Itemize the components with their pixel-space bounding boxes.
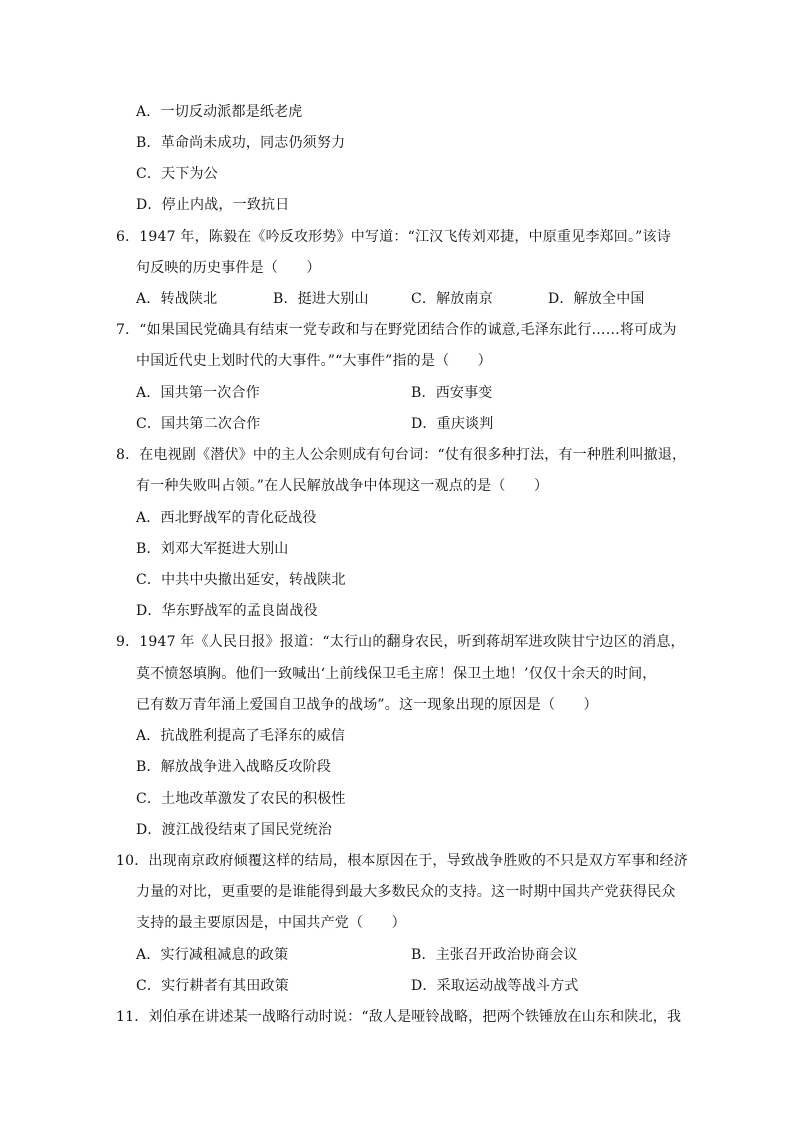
q8-option-c: C．中共中央撤出延安，转战陕北 [136,572,346,588]
q9-option-a: A．抗战胜利提高了毛泽东的威信 [136,728,346,744]
q7-stem-line2: 中国近代史上划时代的大事件。”“大事件”指的是（ ） [136,353,492,369]
q5-option-c: C．天下为公 [136,166,218,182]
q6-stem-line1: 6．1947 年，陈毅在《吟反攻形势》中写道：“江汉飞传刘邓捷，中原重见李郑回。”该诗 [116,229,671,245]
q10-option-b: B．主张召开政治协商会议 [411,947,578,963]
q7-stem-line1: 7．“如果国民党确具有结束一党专政和与在野党团结合作的诚意,毛泽东此行……将可成为 [116,322,677,338]
q7-option-c: C．国共第二次合作 [136,416,261,432]
q9-stem-line1: 9．1947 年《人民日报》报道：“太行山的翻身农民，听到蒋胡军进攻陕甘宁边区的消息， [116,634,685,650]
q8-stem-line1: 8．在电视剧《潜伏》中的主人公余则成有句台词：“仗有很多种打法，有一种胜利叫撤退， [116,447,687,463]
q9-option-d: D．渡江战役结束了国民党统治 [136,822,333,838]
q6-option-a: A．转战陕北 [136,291,218,307]
q9-option-b: B．解放战争进入战略反攻阶段 [136,759,332,775]
q6-stem-line2: 句反映的历史事件是（ ） [136,260,321,276]
q8-stem-line2: 有一种失败叫占领。”在人民解放战争中体现这一观点的是（ ） [136,478,549,494]
q7-option-a: A．国共第一次合作 [136,385,260,401]
q11-stem-line1: 11．刘伯承在讲述某一战略行动时说：“敌人是哑铃战略，把两个铁锤放在山东和陕北，我 [116,1009,682,1025]
q10-option-a: A．实行减租减息的政策 [136,947,289,963]
q8-option-a: A．西北野战军的青化砭战役 [136,510,317,526]
q10-stem-line1: 10．出现南京政府倾覆这样的结局，根本原因在于，导致战争胜败的不只是双方军事和经济 [116,853,689,869]
q8-option-b: B．刘邓大军挺进大别山 [136,541,289,557]
q9-stem-line3: 已有数万青年涌上爱国自卫战争的战场”。这一现象出现的原因是（ ） [136,697,598,713]
q9-option-c: C．土地改革激发了农民的积极性 [136,791,346,807]
q6-option-b: B．挺进大别山 [273,291,369,307]
q10-stem-line2: 力量的对比，更重要的是谁能得到最大多数民众的支持。这一时期中国共产党获得民众 [136,884,676,900]
q5-option-d: D．停止内战，一致抗日 [136,197,290,213]
q9-stem-line2: 莫不愤怒填胸。他们一致喊出‘上前线保卫毛主席！保卫土地！’仅仅十余天的时间， [136,666,657,682]
q10-option-c: C．实行耕者有其田政策 [136,978,289,994]
q7-option-b: B．西安事变 [411,385,493,401]
q6-option-d: D．解放全中国 [548,291,645,307]
q8-option-d: D．华东野战军的孟良崮战役 [136,603,318,619]
q7-option-d: D．重庆谈判 [411,416,494,432]
q5-option-a: A．一切反动派都是纸老虎 [136,104,303,120]
q10-option-d: D．采取运动战等战斗方式 [411,978,579,994]
q6-option-c: C．解放南京 [411,291,493,307]
q5-option-b: B．革命尚未成功，同志仍须努力 [136,135,346,151]
q10-stem-line3: 支持的最主要原因是，中国共产党（ ） [136,915,406,931]
